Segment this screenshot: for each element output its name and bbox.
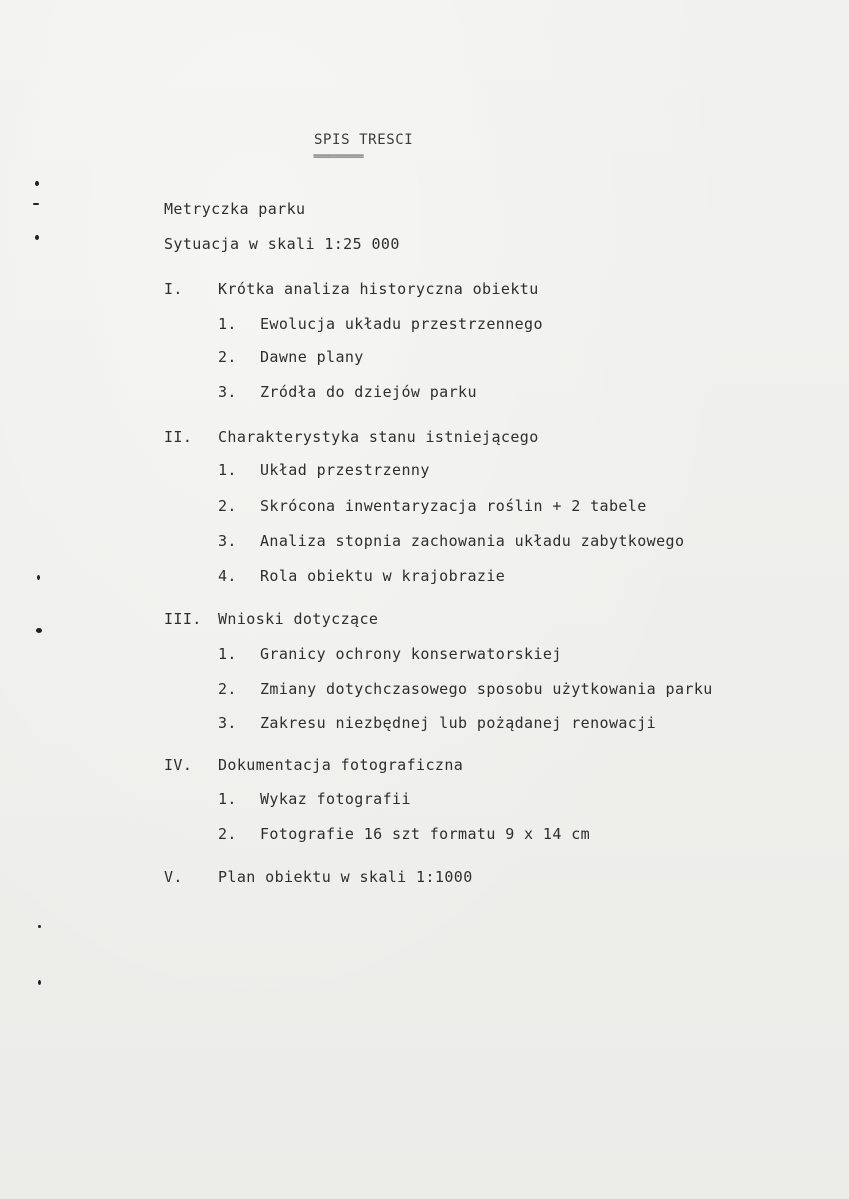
list-item: Układ przestrzenny	[260, 461, 430, 479]
item-number: 2.	[218, 825, 237, 843]
list-item: Zmiany dotychczasowego sposobu użytkowania parku	[260, 680, 713, 698]
section-title: Charakterystyka stanu istniejącego	[218, 428, 539, 446]
section-numeral: V.	[164, 868, 183, 886]
section-title: Dokumentacja fotograficzna	[218, 756, 464, 774]
scan-mark	[37, 575, 40, 580]
item-number: 1.	[218, 461, 237, 479]
item-number: 3.	[218, 714, 237, 732]
list-item: Zakresu niezbędnej lub pożądanej renowacji	[260, 714, 657, 732]
scan-mark	[36, 628, 42, 633]
item-number: 2.	[218, 348, 237, 366]
section-numeral: I.	[164, 280, 183, 298]
list-item: Zródła do dziejów parku	[260, 383, 477, 401]
list-item: Granicy ochrony konserwatorskiej	[260, 645, 562, 663]
item-number: 1.	[218, 315, 237, 333]
section-numeral: II.	[164, 428, 193, 446]
scan-mark	[38, 980, 41, 985]
item-number: 2.	[218, 680, 237, 698]
intro-line-sytuacja: Sytuacja w skali 1:25 000	[164, 235, 400, 253]
item-number: 3.	[218, 532, 237, 550]
scan-mark	[35, 181, 39, 186]
item-number: 1.	[218, 645, 237, 663]
scan-mark	[38, 925, 41, 928]
scan-mark	[35, 235, 39, 240]
section-numeral: IV.	[164, 756, 193, 774]
item-number: 2.	[218, 497, 237, 515]
scan-mark	[33, 203, 39, 205]
page-title: SPIS TRESCI	[314, 132, 414, 148]
list-item: Dawne plany	[260, 348, 364, 366]
list-item: Ewolucja układu przestrzennego	[260, 315, 543, 333]
list-item: Rola obiektu w krajobrazie	[260, 567, 506, 585]
item-number: 4.	[218, 567, 237, 585]
intro-line-metryczka: Metryczka parku	[164, 200, 306, 218]
item-number: 3.	[218, 383, 237, 401]
list-item: Wykaz fotografii	[260, 790, 411, 808]
list-item: Skrócona inwentaryzacja roślin + 2 tabele	[260, 497, 647, 515]
section-title: Krótka analiza historyczna obiektu	[218, 280, 539, 298]
section-title: Wnioski dotyczące	[218, 610, 379, 628]
list-item: Analiza stopnia zachowania układu zabytkowego	[260, 532, 685, 550]
item-number: 1.	[218, 790, 237, 808]
list-item: Fotografie 16 szt formatu 9 x 14 cm	[260, 825, 591, 843]
section-numeral: III.	[164, 610, 202, 628]
section-title: Plan obiektu w skali 1:1000	[218, 868, 473, 886]
title-underline: ==========	[313, 151, 364, 162]
